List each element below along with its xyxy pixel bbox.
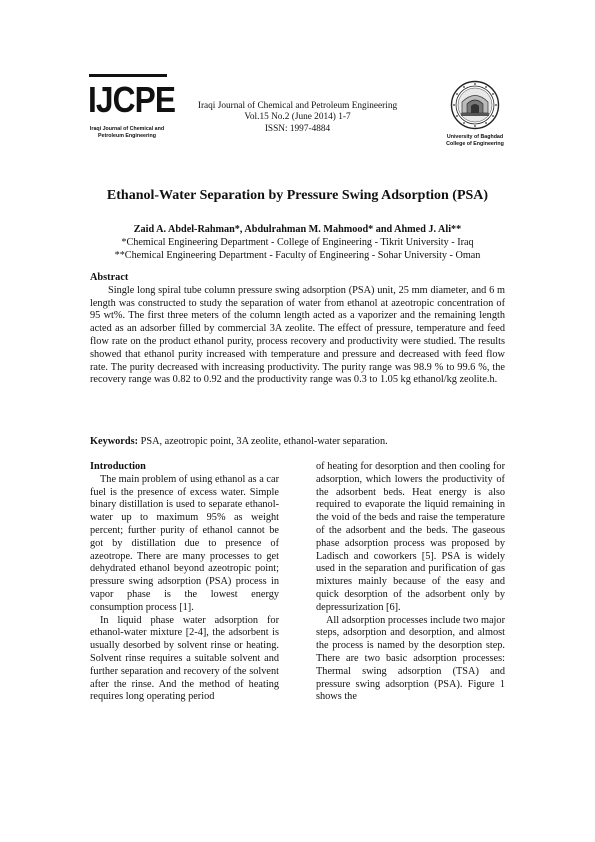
keywords-text: PSA, azeotropic point, 3A zeolite, ethanol-water separation. <box>140 436 388 447</box>
university-seal-icon <box>450 80 500 130</box>
body-paragraph: In liquid phase water adsorption for ethanol-water mixture [2-4], the adsorbent is usually desorbed by solvent rinse or heating. Solvent rinse requires a suitable solvent and further separation and recovery of the solvent after the rinse. And the method of heating requires long operating period <box>90 614 279 703</box>
logo-caption: Iraqi Journal of Chemical and Petroleum Engineering <box>89 126 165 139</box>
affiliation: **Chemical Engineering Department - Faculty of Engineering - Sohar University - Oman <box>114 250 481 261</box>
abstract-text: Single long spiral tube column pressure swing adsorption (PSA) unit, 25 mm diameter, and 6 m length was constructed to study the separation of water from ethanol at azeotropic concentration of 95 wt%. The first three meters of the column length acted as a vaporizer and the remaining length acted as an adsorber filled by commercial 3A zeolite. The effect of pressure, temperature and feed flow rate on the product ethanol purity, process recovery and productivity were studied. The results showed that ethanol purity increased with temperature and pressure and decreased with feed flow rate. The purity decreased with increasing productivity. The purity range was 98.9 % to 99.6 %, the recovery range was 0.82 to 0.92 and the productivity range was 0.3 to 1.05 kg ethanol/kg zeolite.h. <box>90 284 505 386</box>
keywords <box>90 435 505 448</box>
author-block <box>60 223 535 262</box>
keywords-label: Keywords: <box>90 436 139 447</box>
logo-mark: IJCPE <box>88 79 176 120</box>
abstract-section <box>90 272 505 387</box>
journal-volume: Vol.15 No.2 (June 2014) 1-7 <box>244 112 351 123</box>
affiliation: *Chemical Engineering Department - College of Engineering - Tikrit University - Iraq <box>121 237 474 248</box>
university-caption: University of Baghdad College of Engineering <box>446 134 504 147</box>
body-paragraph: The main problem of using ethanol as a car fuel is the presence of excess water. Simple binary distillation is used to separate ethanol-water up to maximum 95% as weight percent; further purity of ethanol cannot be got by distillation due to presence of azeotrope. There are many processes to get dehydrated ethanol beyond azeotropic point; pressure swing adsorption (PSA) process in vapor phase is the lowest energy consumption process [1]. <box>90 473 279 613</box>
left-column <box>90 461 279 704</box>
body-paragraph: of heating for desorption and then cooling for adsorption, which lowers the productivity of the adsorbent beds. Heat energy is also required to evaporate the liquid remaining in the void of the beds and raise the temperature of the adsorbent and the beds. The gaseous phase adsorption process was proposed by Ladisch and coworkers [5]. PSA is widely used in the separation and purification of gas mixtures mainly because of the easy and quick desorption of the adsorbent only by depressurization [6]. <box>316 461 505 613</box>
university-logo <box>440 80 510 148</box>
logo-rule <box>89 74 167 77</box>
journal-name: Iraqi Journal of Chemical and Petroleum Engineering <box>197 101 398 111</box>
paper-title: Ethanol-Water Separation by Pressure Swing Adsorption (PSA) <box>106 188 489 203</box>
journal-logo <box>88 74 176 140</box>
body-paragraph: All adsorption processes include two major steps, adsorption and desorption, and almost the process is named by the desorption step. There are two basic adsorption processes: Thermal swing adsorption (TSA) and pressure swing adsorption (PSA). Figure 1 shows the <box>316 614 505 703</box>
author-list: Zaid A. Abdel-Rahman*, Abdulrahman M. Mahmood* and Ahmed J. Ali** <box>133 224 462 235</box>
introduction-heading: Introduction <box>90 461 146 472</box>
right-column <box>316 461 505 704</box>
abstract-heading: Abstract <box>90 272 129 283</box>
journal-info <box>185 101 410 135</box>
journal-issn: ISSN: 1997-4884 <box>264 123 331 134</box>
